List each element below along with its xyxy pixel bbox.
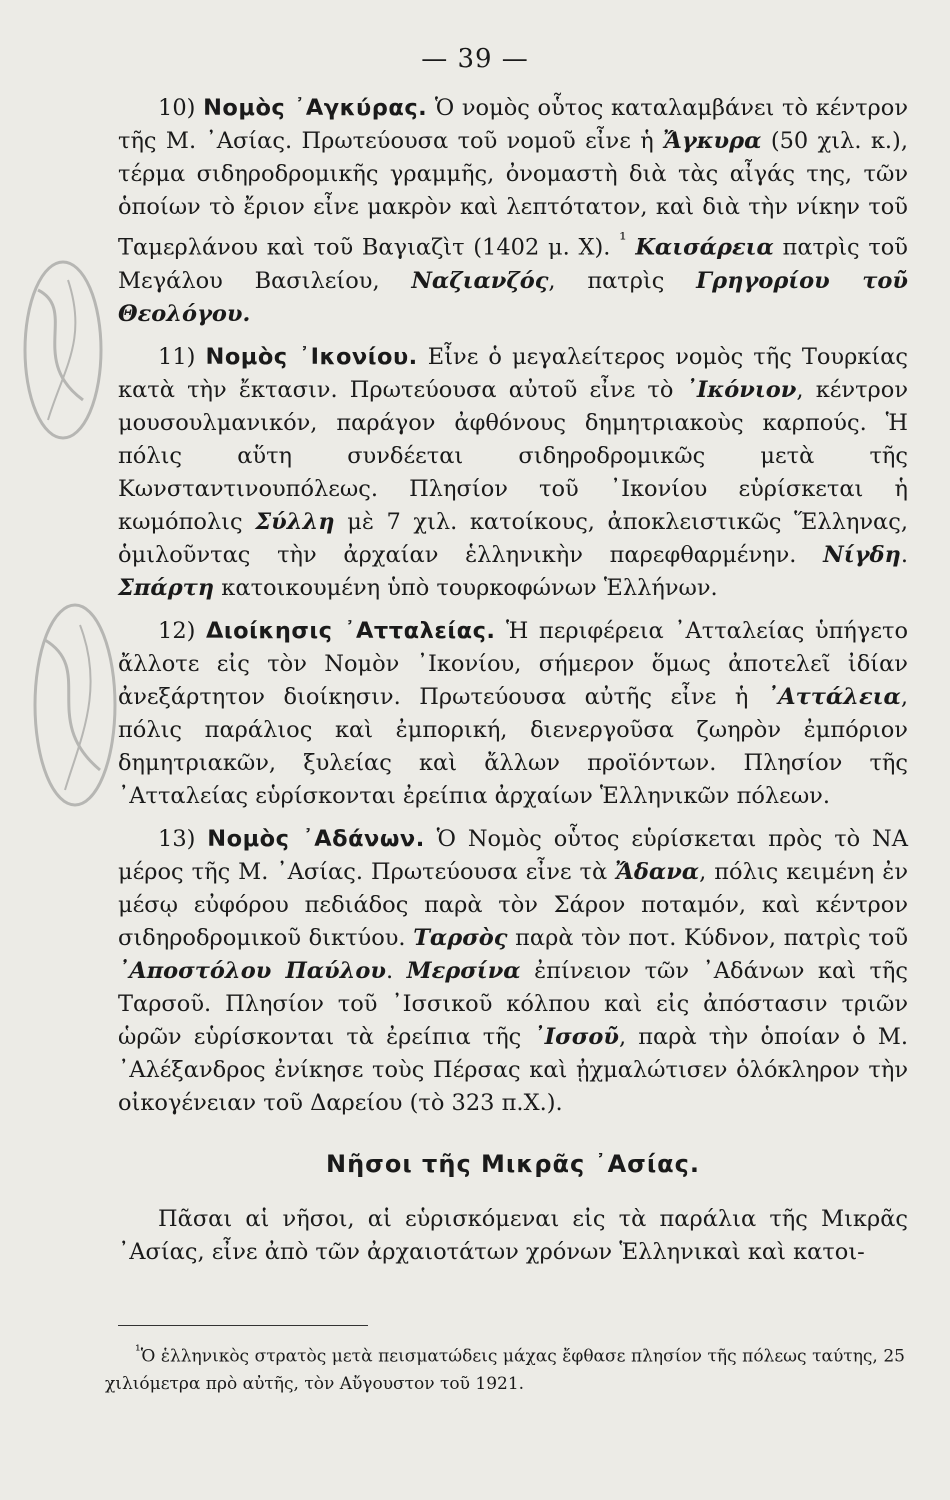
footnote-mark: ¹: [619, 230, 627, 251]
footnote: [105, 1338, 905, 1398]
text-run: , πόλις κειμένη ἐν μέσῳ εὐφόρου πεδιάδος παρὰ τὸν Σάρον ποταμόν, καὶ κέντρον σιδηροδρομικοῦ δικτύου.: [118, 858, 908, 951]
text-run: παρὰ τὸν ποτ. Κύδνον, πατρὶς τοῦ: [507, 924, 908, 951]
paragraph-adana: [118, 823, 908, 1120]
footnote-divider: [118, 1325, 368, 1326]
place-name: Ναζιανζός: [411, 267, 549, 294]
place-name: Σύλλη: [255, 508, 335, 535]
body-text: [118, 92, 908, 1279]
place-name: Μερσίνα: [406, 957, 521, 984]
item-number: 11): [158, 343, 196, 370]
item-number: 13): [158, 825, 196, 852]
place-name: Ἄγκυρα: [663, 128, 762, 154]
footnote-text: Ὁ ἑλληνικὸς στρατὸς μετὰ πεισματώδεις μάχας ἔφθασε πλησίον τῆς πόλεως ταύτης, 25 χιλιόμετρα πρὸ αὐτῆς, τὸν Αὔγουστον τοῦ 1921.: [105, 1346, 905, 1394]
section-heading: Διοίκησις ᾿Ατταλείας.: [205, 617, 496, 644]
text-run: (50 χιλ. κ.), τέρμα σιδηροδρομικῆς γραμμῆς, ὀνομαστὴ διὰ τὰς αἶγάς της, τῶν ὁποίων τὸ ἔριον εἶνε μακρὸν καὶ λεπτότατον, καὶ διὰ τὴν νίκην τοῦ Ταμερλάνου καὶ τοῦ Βαγιαζὶτ (1402 μ. Χ).: [118, 128, 908, 261]
paragraph-antalya: [118, 615, 908, 813]
text-run: Ἡ περιφέρεια ᾿Ατταλείας ὑπήγετο ἄλλοτε εἰς τὸν Νομὸν ᾿Ικονίου, σήμερον ὅμως ἀποτελεῖ ἰδίαν ἀνεξάρτητον διοίκησιν. Πρωτεύουσα αὐτῆς εἶνε ἡ: [118, 617, 909, 710]
text-run: , κέντρον μουσουλμανικόν, παράγον ἀφθόνους δημητριακοὺς καρπούς. Ἡ πόλις αὕτη συνδέεται σιδηροδρομικῶς μετὰ τῆς Κωνσταντινουπόλεως. Πλησίον τοῦ ᾿Ικονίου εὑρίσκεται ἡ κωμόπολις: [118, 376, 908, 535]
text-run: πατρὶς τοῦ Μεγάλου Βασιλείου,: [118, 234, 908, 294]
paragraph-konya: [118, 341, 908, 605]
place-name: Σπάρτη: [118, 574, 215, 601]
paragraph-islands: Πᾶσαι αἱ νῆσοι, αἱ εὑρισκόμεναι εἰς τὰ παράλια τῆς Μικρᾶς ᾿Ασίας, εἶνε ἀπὸ τῶν ἀρχαιοτάτων χρόνων Ἑλληνικαὶ καὶ κατοι-: [118, 1205, 908, 1265]
text-run: .: [386, 957, 407, 984]
text-run: μὲ 7 χιλ. κατοίκους, ἀποκλειστικῶς Ἕλληνας, ὁμιλοῦντας τὴν ἀρχαίαν ἑλληνικὴν παρεφθαρμένην.: [118, 508, 909, 568]
section-title: Νῆσοι τῆς Μικρᾶς ᾿Ασίας.: [325, 1149, 701, 1178]
place-name: ᾿Αττάλεια: [766, 683, 901, 710]
item-number: 12): [158, 617, 196, 644]
place-name: Καισάρεια: [635, 234, 774, 261]
section-heading: Νομὸς ᾿Αδάνων.: [207, 825, 425, 852]
text-run: , παρὰ τὴν ὁποίαν ὁ Μ. ᾿Αλέξανδρος ἐνίκησε τοὺς Πέρσας καὶ ᾐχμαλώτισεν ὁλόκληρον τὴν οἰκογένειαν τοῦ Δαρείου (τὸ 323 π.Χ.).: [118, 1023, 909, 1116]
library-stamp-icon: [8, 250, 118, 450]
place-name: ᾿Ισσοῦ: [533, 1023, 619, 1050]
place-name: ᾿Ικόνιον: [685, 376, 797, 403]
text-run: Ὁ Νομὸς οὗτος εὑρίσκεται πρὸς τὸ ΝΑ μέρος τῆς Μ. ᾿Ασίας. Πρωτεύουσα εἶνε τὰ: [118, 825, 908, 885]
text-run: ἐπίνειον τῶν ᾿Αδάνων καὶ τῆς Ταρσοῦ. Πλησίον τοῦ ᾿Ισσικοῦ κόλπου καὶ εἰς ἀπόστασιν τριῶν ὡρῶν εὑρίσκονται τὰ ἐρείπια τῆς: [118, 957, 909, 1050]
text-run: .: [900, 541, 908, 568]
place-name: Νίγδη: [823, 541, 901, 568]
text-run: Εἶνε ὁ μεγαλείτερος νομὸς τῆς Τουρκίας κατὰ τὴν ἔκτασιν. Πρωτεύουσα αὐτοῦ εἶνε τὸ: [118, 343, 908, 403]
person-name: Γρηγορίου τοῦ Θεολόγου.: [118, 267, 908, 327]
page-number: — 39 —: [421, 44, 529, 74]
person-name: ᾿Αποστόλου Παύλου: [118, 957, 387, 984]
text-run: , πατρὶς: [548, 267, 697, 294]
footnote-mark: ¹: [135, 1343, 141, 1359]
text-run: κατοικουμένη ὑπὸ τουρκοφώνων Ἑλλήνων.: [214, 574, 718, 601]
library-stamp-icon: [20, 590, 130, 820]
text-run: Ὁ νομὸς οὗτος καταλαμβάνει τὸ κέντρον τῆς Μ. ᾿Ασίας. Πρωτεύουσα τοῦ νομοῦ εἶνε ἡ: [118, 95, 908, 154]
paragraph-ankara: [118, 92, 908, 331]
place-name: Ταρσὸς: [413, 924, 508, 951]
section-heading: Νομὸς ᾿Αγκύρας.: [203, 95, 428, 121]
section-heading: Νομὸς ᾿Ικονίου.: [205, 343, 418, 370]
item-number: 10): [158, 95, 196, 121]
text-run: , πόλις παράλιος καὶ ἐμπορική, διενεργοῦσα ζωηρὸν ἐμπόριον δημητριακῶν, ξυλείας καὶ ἄλλων προϊόντων. Πλησίον τῆς ᾿Ατταλείας εὑρίσκονται ἐρείπια ἀρχαίων Ἑλληνικῶν πόλεων.: [118, 683, 908, 809]
place-name: Ἄδανα: [615, 858, 700, 885]
